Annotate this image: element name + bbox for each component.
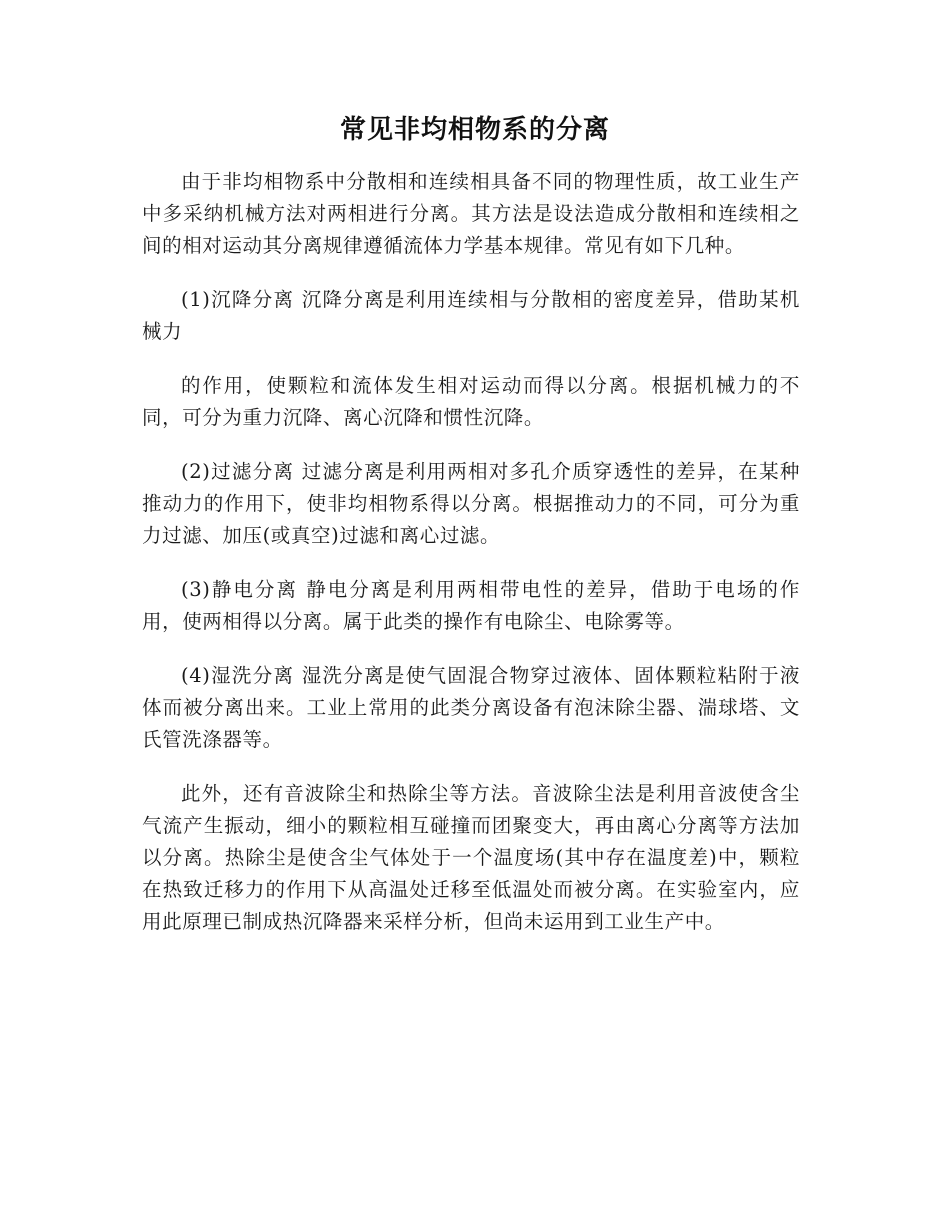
paragraph-electrostatic: (3)静电分离 静电分离是利用两相带电性的差异，借助于电场的作用，使两相得以分离。属于此类的操作有电除尘、电除雾等。	[142, 578, 800, 633]
paragraph-filtration: (2)过滤分离 过滤分离是利用两相对多孔介质穿透性的差异，在某种推动力的作用下，使非均相物系得以分离。根据推动力的不同，可分为重力过滤、加压(或真空)过滤和离心过滤。	[142, 460, 800, 547]
document-body	[142, 166, 800, 960]
paragraph-wet-washing: (4)湿洗分离 湿洗分离是使气固混合物穿过液体、固体颗粒粘附于液体而被分离出来。工业上常用的此类分离设备有泡沫除尘器、湍球塔、文氏管洗涤器等。	[142, 664, 800, 751]
document-title: 常见非均相物系的分离	[339, 115, 610, 145]
paragraph-sedimentation-continued: 的作用，使颗粒和流体发生相对运动而得以分离。根据机械力的不同，可分为重力沉降、离心沉降和惯性沉降。	[142, 374, 800, 429]
paragraph-other-methods: 此外，还有音波除尘和热除尘等方法。音波除尘法是利用音波使含尘气流产生振动，细小的颗粒相互碰撞而团聚变大，再由离心分离等方法加以分离。热除尘是使含尘气体处于一个温度场(其中存在温度差)中，颗粒在热致迁移力的作用下从高温处迁移至低温处而被分离。在实验室内，应用此原理已制成热沉降器来采样分析，但尚未运用到工业生产中。	[142, 782, 800, 933]
paragraph-intro: 由于非均相物系中分散相和连续相具备不同的物理性质，故工业生产中多采纳机械方法对两相进行分离。其方法是设法造成分散相和连续相之间的相对运动其分离规律遵循流体力学基本规律。常见有如下几种。	[142, 170, 800, 257]
paragraph-sedimentation: (1)沉降分离 沉降分离是利用连续相与分散相的密度差异，借助某机械力	[142, 288, 800, 343]
